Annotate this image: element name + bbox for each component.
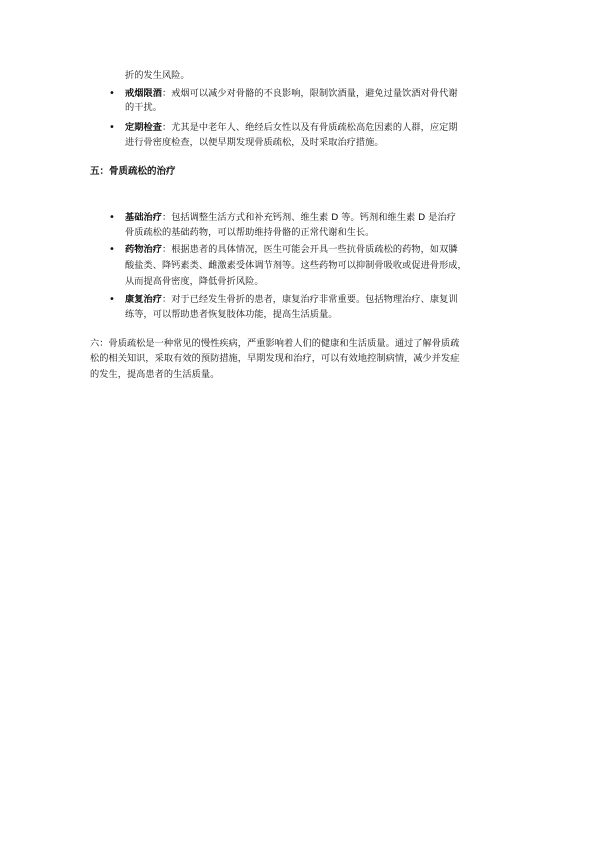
list-item-text: ：根据患者的具体情况，医生可能会开具一些抗骨质疏松的药物，如双膦 xyxy=(161,244,458,255)
list-item-drug-treatment xyxy=(125,244,458,256)
bullet-glyph: • xyxy=(109,244,115,255)
list-item-label: 药物治疗 xyxy=(125,244,162,255)
bullet-glyph: • xyxy=(109,88,115,99)
list-item-text: ：对于已经发生骨折的患者，康复治疗非常重要。包括物理治疗、康复训 xyxy=(161,294,458,305)
list-item-label: 定期检查 xyxy=(125,122,162,133)
bullet-glyph: • xyxy=(109,294,115,305)
list-item-basic-treatment xyxy=(125,212,456,224)
list-item-text-cont: 练等，可以帮助患者恢复肢体功能，提高生活质量。 xyxy=(125,309,338,320)
list-item-text: ：尤其是中老年人、绝经后女性以及有骨质疏松高危因素的人群，应定期 xyxy=(161,122,458,133)
bullet-glyph: • xyxy=(109,212,115,223)
list-item-text-cont: 从而提高骨密度，降低骨折风险。 xyxy=(125,276,264,287)
list-item-quit-smoking xyxy=(125,88,458,100)
paragraph-continuation: 折的发生风险。 xyxy=(125,70,190,81)
list-item-text: ：包括调整生活方式和补充钙剂、维生素 D 等。钙剂和维生素 D 是治疗 xyxy=(161,212,456,223)
conclusion-paragraph-line: 六：骨质疏松是一种常见的慢性疾病，严重影响着人们的健康和生活质量。通过了解骨质疏 xyxy=(90,338,460,349)
conclusion-paragraph-line: 松的相关知识，采取有效的预防措施，早期发现和治疗，可以有效地控制病情，减少并发症 xyxy=(90,353,460,364)
bullet-glyph: • xyxy=(109,122,115,133)
conclusion-paragraph-line: 的发生，提高患者的生活质量。 xyxy=(90,369,220,380)
list-item-text: ：戒烟可以减少对骨骼的不良影响，限制饮酒量，避免过量饮酒对骨代谢 xyxy=(161,88,458,99)
list-item-label: 戒烟限酒 xyxy=(125,88,162,99)
section-heading-treatment: 五：骨质疏松的治疗 xyxy=(90,166,176,177)
list-item-label: 康复治疗 xyxy=(125,294,162,305)
list-item-label: 基础治疗 xyxy=(125,212,162,223)
list-item-text-cont: 的干扰。 xyxy=(125,102,162,113)
list-item-text-cont: 进行骨密度检查，以便早期发现骨质疏松，及时采取治疗措施。 xyxy=(125,137,384,148)
list-item-regular-check xyxy=(125,122,458,134)
list-item-rehab-treatment xyxy=(125,294,458,306)
list-item-text-cont: 酸盐类、降钙素类、雌激素受体调节剂等。这些药物可以抑制骨吸收或促进骨形成， xyxy=(125,260,467,271)
list-item-text-cont: 骨质疏松的基础药物，可以帮助维持骨骼的正常代谢和生长。 xyxy=(125,227,375,238)
